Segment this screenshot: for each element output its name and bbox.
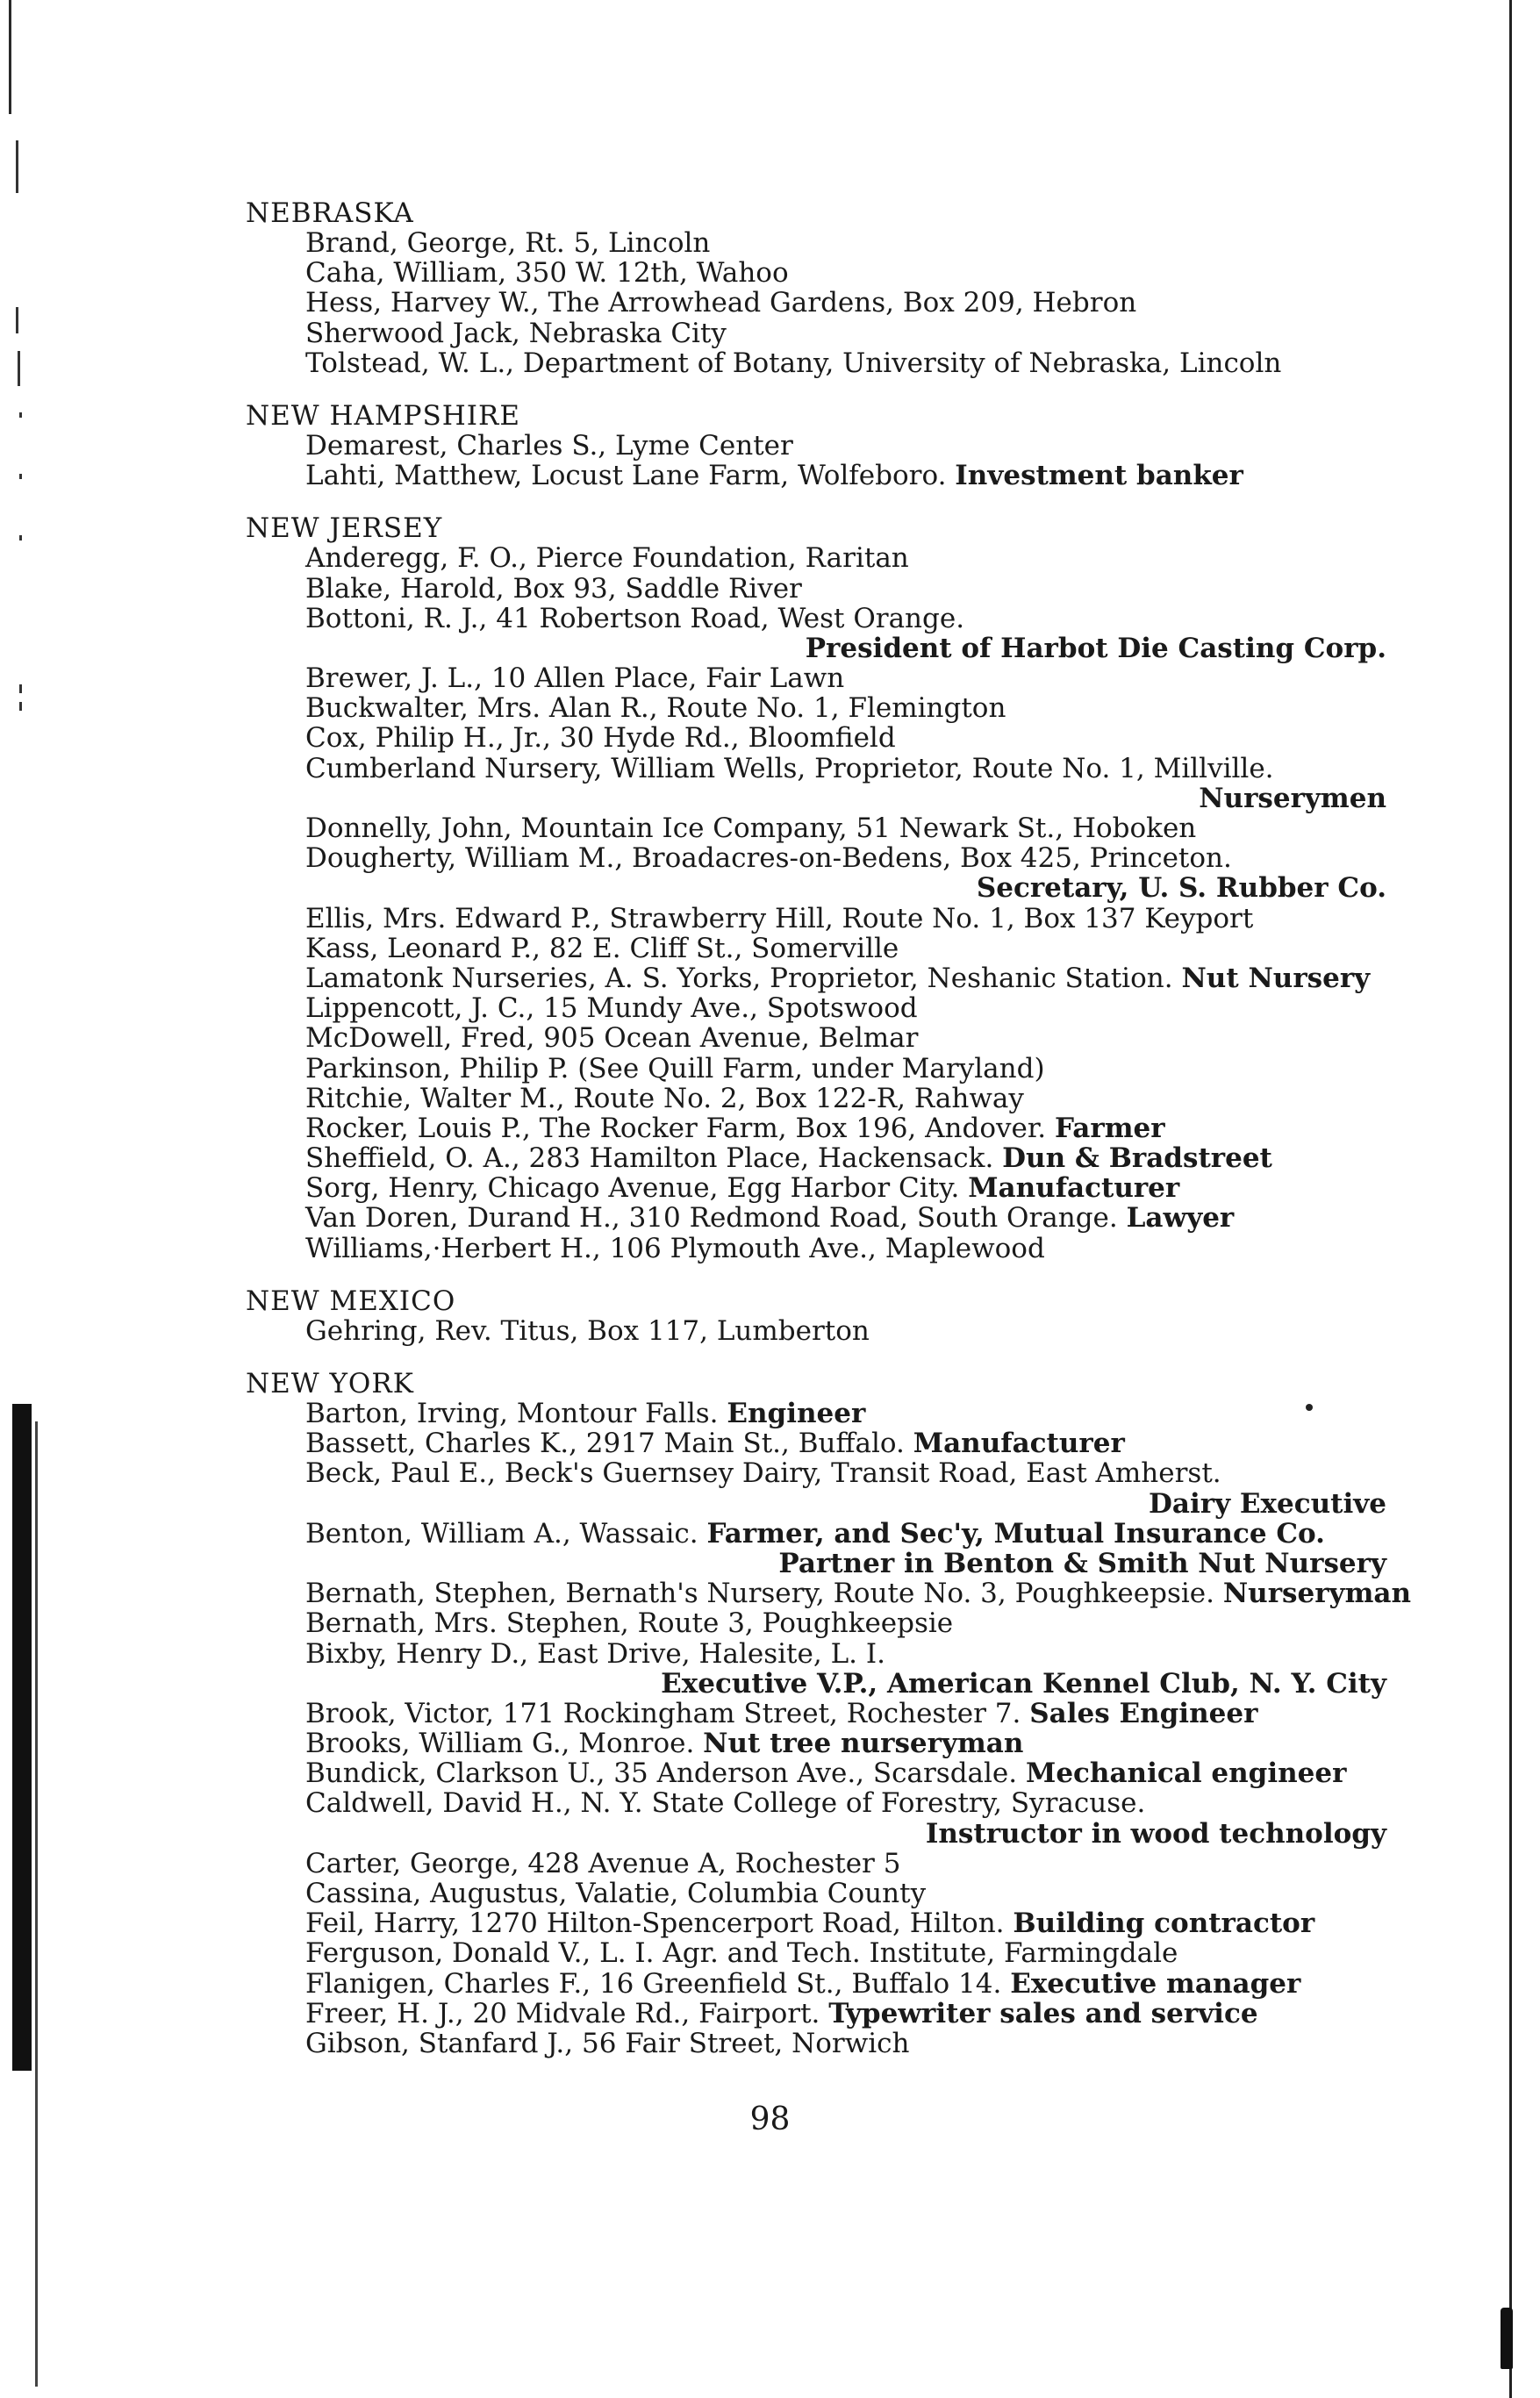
- member-entry: [305, 1023, 1386, 1053]
- member-address: Donnelly, John, Mountain Ice Company, 51 Newark St., Hoboken: [305, 812, 1197, 844]
- occupation-line: Nurserymen: [1199, 782, 1386, 814]
- member-entry: [305, 1639, 1386, 1669]
- member-entry: [305, 1143, 1386, 1173]
- state-heading: NEW JERSEY: [246, 512, 443, 545]
- member-entry: [305, 1203, 1386, 1233]
- member-entry: [305, 1849, 1386, 1879]
- member-address: Hess, Harvey W., The Arrowhead Gardens, Box 209, Hebron: [305, 287, 1137, 319]
- occupation-line: Instructor in wood technology: [925, 1817, 1386, 1850]
- member-address: Bundick, Clarkson U., 35 Anderson Ave., Scarsdale.: [305, 1757, 1018, 1790]
- member-address: Freer, H. J., 20 Midvale Rd., Fairport.: [305, 1997, 820, 2029]
- member-address: Lahti, Matthew, Locust Lane Farm, Wolfeboro.: [305, 460, 947, 492]
- member-entry: [305, 813, 1386, 843]
- member-address: Brooks, William G., Monroe.: [305, 1728, 695, 1760]
- member-occupation: Nut Nursery: [1181, 962, 1371, 994]
- scan-binding-shadow: [12, 1404, 32, 2071]
- member-address: Feil, Harry, 1270 Hilton-Spencerport Road, Hilton.: [305, 1908, 1005, 1940]
- member-address: Kass, Leonard P., 82 E. Cliff St., Somerville: [305, 932, 899, 964]
- occupation-line: President of Harbot Die Casting Corp.: [805, 632, 1386, 664]
- member-occupation: Lawyer: [1126, 1202, 1235, 1235]
- member-entry: [305, 228, 1386, 258]
- member-address: Flanigen, Charles F., 16 Greenfield St., Buffalo 14.: [305, 1967, 1002, 2000]
- state-heading: NEW MEXICO: [246, 1285, 456, 1317]
- member-entry: [305, 663, 1386, 693]
- member-entry: [305, 288, 1386, 318]
- member-address: Tolstead, W. L., Department of Botany, University of Nebraska, Lincoln: [305, 347, 1282, 379]
- member-address: Caldwell, David H., N. Y. State College of Forestry, Syracuse.: [305, 1787, 1146, 1820]
- member-entry: [305, 1608, 1386, 1638]
- member-entry: [305, 1054, 1386, 1084]
- member-address: Sorg, Henry, Chicago Avenue, Egg Harbor City.: [305, 1172, 960, 1205]
- member-address: Dougherty, William M., Broadacres-on-Bedens, Box 425, Princeton.: [305, 842, 1232, 875]
- member-entry: [305, 431, 1386, 461]
- member-entry: [305, 1999, 1386, 2029]
- member-address: Ellis, Mrs. Edward P., Strawberry Hill, Route No. 1, Box 137 Keyport: [305, 902, 1254, 934]
- member-address: Parkinson, Philip P. (See Quill Farm, under Maryland): [305, 1052, 1045, 1084]
- scan-binding-line: [35, 1421, 38, 2387]
- member-occupation: Manufacturer: [913, 1428, 1125, 1460]
- member-entry: [305, 1969, 1386, 1999]
- member-address: Bottoni, R. J., 41 Robertson Road, West Orange.: [305, 602, 965, 634]
- member-address: Lippencott, J. C., 15 Mundy Ave., Spotswood: [305, 992, 918, 1025]
- member-entry: [305, 1428, 1386, 1458]
- member-address: Benton, William A., Wassaic.: [305, 1517, 698, 1550]
- member-occupation: Engineer: [727, 1398, 866, 1429]
- member-entry: [305, 1788, 1386, 1818]
- member-entry: [305, 934, 1386, 963]
- occupation-line: Dairy Executive: [1149, 1487, 1386, 1520]
- member-address: Williams,·Herbert H., 106 Plymouth Ave., Maplewood: [305, 1232, 1045, 1264]
- member-address: Bixby, Henry D., East Drive, Halesite, L. I.: [305, 1637, 885, 1670]
- member-occupation: Mechanical engineer: [1026, 1757, 1347, 1790]
- state-section: [246, 401, 1386, 490]
- member-occupation: Nut tree nurseryman: [703, 1728, 1024, 1760]
- member-entry: [305, 843, 1386, 873]
- member-address: Gehring, Rev. Titus, Box 117, Lumberton: [305, 1314, 870, 1347]
- state-section: [246, 198, 1386, 378]
- directory-listing: [246, 197, 1411, 2059]
- member-address: Ferguson, Donald V., L. I. Agr. and Tech. Institute, Farmingdale: [305, 1937, 1178, 1970]
- page-number: 98: [749, 2101, 791, 2137]
- member-entry: [305, 543, 1386, 573]
- member-entry: [305, 1084, 1386, 1113]
- member-entry: [305, 904, 1386, 934]
- member-occupation: Sales Engineer: [1029, 1697, 1258, 1729]
- state-section: [246, 513, 1386, 1263]
- member-address: Ritchie, Walter M., Route No. 2, Box 122-R, Rahway: [305, 1082, 1024, 1114]
- member-address: Brook, Victor, 171 Rockingham Street, Rochester 7.: [305, 1697, 1021, 1729]
- member-occupation: Farmer: [1054, 1112, 1165, 1144]
- member-occupation: Manufacturer: [968, 1172, 1180, 1205]
- member-occupation: Executive manager: [1010, 1967, 1301, 2000]
- member-address: Lamatonk Nurseries, A. S. Yorks, Proprietor, Neshanic Station.: [305, 962, 1173, 994]
- member-occupation: Investment banker: [955, 460, 1243, 492]
- member-address: Cox, Philip H., Jr., 30 Hyde Rd., Bloomfield: [305, 722, 896, 755]
- member-address: Brewer, J. L., 10 Allen Place, Fair Lawn: [305, 662, 845, 695]
- member-occupation: Typewriter sales and service: [828, 1997, 1258, 2029]
- member-entry: [305, 1879, 1386, 1908]
- member-entry: [305, 1758, 1386, 1788]
- member-entry: [305, 574, 1386, 604]
- member-entry: [305, 2029, 1386, 2058]
- member-address: Brand, George, Rt. 5, Lincoln: [305, 227, 711, 259]
- member-entry: [305, 1908, 1386, 1938]
- member-entry: [305, 319, 1386, 348]
- member-occupation: Building contractor: [1013, 1908, 1315, 1940]
- member-entry: [305, 348, 1386, 378]
- member-address: Buckwalter, Mrs. Alan R., Route No. 1, Flemington: [305, 692, 1006, 725]
- member-address: Van Doren, Durand H., 310 Redmond Road, South Orange.: [305, 1202, 1118, 1235]
- member-occupation: Dun & Bradstreet: [1002, 1142, 1272, 1175]
- state-heading: NEW HAMPSHIRE: [246, 399, 520, 432]
- member-entry: [305, 258, 1386, 288]
- member-address: McDowell, Fred, 905 Ocean Avenue, Belmar: [305, 1022, 919, 1055]
- member-address: Rocker, Louis P., The Rocker Farm, Box 196, Andover.: [305, 1112, 1047, 1144]
- scan-right-blot: [1501, 2308, 1513, 2369]
- member-entry: [305, 1316, 1386, 1346]
- member-address: Caha, William, 350 W. 12th, Wahoo: [305, 257, 789, 290]
- member-address: Bassett, Charles K., 2917 Main St., Buffalo.: [305, 1428, 905, 1460]
- member-address: Bernath, Stephen, Bernath's Nursery, Route No. 3, Poughkeepsie.: [305, 1578, 1214, 1610]
- member-occupation: Farmer, and Sec'y, Mutual Insurance Co.: [706, 1517, 1325, 1550]
- state-heading: NEW YORK: [246, 1368, 414, 1399]
- member-entry: [305, 1458, 1386, 1488]
- member-entry: [305, 1399, 1386, 1428]
- member-entry: [305, 1519, 1386, 1549]
- member-entry: [305, 723, 1386, 753]
- occupation-line: Partner in Benton & Smith Nut Nursery: [778, 1547, 1386, 1579]
- member-address: Carter, George, 428 Avenue A, Rochester 5: [305, 1847, 901, 1879]
- member-entry: [305, 693, 1386, 723]
- member-entry: [305, 1729, 1386, 1758]
- member-entry: [305, 754, 1386, 784]
- member-address: Blake, Harold, Box 93, Saddle River: [305, 572, 802, 605]
- state-section: [246, 1368, 1411, 2059]
- member-entry: [305, 604, 1386, 634]
- member-address: Beck, Paul E., Beck's Guernsey Dairy, Transit Road, East Amherst.: [305, 1457, 1221, 1490]
- member-entry: [305, 1173, 1386, 1203]
- member-entry: [305, 1113, 1386, 1143]
- member-entry: [305, 963, 1386, 993]
- member-address: Cumberland Nursery, William Wells, Proprietor, Route No. 1, Millville.: [305, 752, 1274, 784]
- member-address: Anderegg, F. O., Pierce Foundation, Raritan: [305, 542, 909, 575]
- member-entry: [305, 461, 1386, 490]
- scan-edge-mark: [9, 0, 11, 114]
- scan-right-edge: [1509, 0, 1512, 2398]
- occupation-line: Secretary, U. S. Rubber Co.: [976, 872, 1386, 905]
- member-address: Cassina, Augustus, Valatie, Columbia County: [305, 1878, 927, 1909]
- member-address: Bernath, Mrs. Stephen, Route 3, Poughkeepsie: [305, 1607, 954, 1640]
- member-entry: [305, 1938, 1386, 1968]
- member-address: Sheffield, O. A., 283 Hamilton Place, Hackensack.: [305, 1142, 994, 1175]
- member-address: Demarest, Charles S., Lyme Center: [305, 429, 793, 462]
- state-section: [246, 1286, 1386, 1346]
- state-heading: NEBRASKA: [246, 197, 414, 229]
- member-occupation: Nurseryman: [1222, 1578, 1411, 1610]
- member-entry: [305, 1234, 1386, 1263]
- member-address: Gibson, Stanfard J., 56 Fair Street, Norwich: [305, 2027, 910, 2059]
- occupation-line: Executive V.P., American Kennel Club, N. Y. City: [661, 1667, 1386, 1700]
- member-entry: [305, 993, 1386, 1023]
- member-address: Sherwood Jack, Nebraska City: [305, 317, 727, 349]
- member-entry: [305, 1578, 1411, 1610]
- member-address: Barton, Irving, Montour Falls.: [305, 1398, 719, 1429]
- member-entry: [305, 1699, 1386, 1729]
